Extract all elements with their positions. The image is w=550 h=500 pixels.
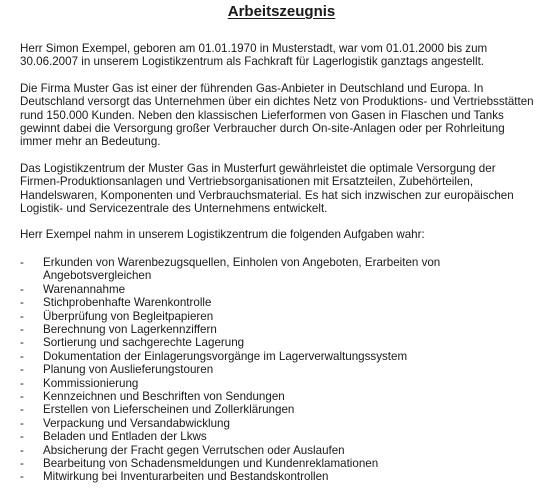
list-dash: - [20,376,24,390]
paragraph-tasks-intro: Herr Exempel nahm in unserem Logistikzentrum die folgenden Aufgaben wahr: [20,228,425,242]
list-dash: - [20,363,24,377]
list-item-text: Erkunden von Warenbezugsquellen, Einholen von Angeboten, Erarbeiten von Angebotsvergleichen [43,255,441,283]
list-item [20,323,535,336]
list-item [20,310,535,323]
list-item-text: Bearbeitung von Schadensmeldungen und Kundenreklamationen [43,456,379,470]
list-item [20,256,535,283]
list-dash: - [20,282,24,296]
list-item-text: Dokumentation der Einlagerungsvorgänge im Lagerverwaltungssystem [43,349,408,363]
list-dash: - [20,255,24,269]
list-item-text: Kennzeichnen und Beschriften von Sendungen [43,389,285,403]
list-item-text: Sortierung und sachgerechte Lagerung [43,336,245,350]
list-dash: - [20,336,24,350]
list-item-text: Warenannahme [43,282,126,296]
list-dash: - [20,470,24,484]
list-item [20,417,535,430]
list-item [20,363,535,376]
paragraph-employment: Herr Simon Exempel, geboren am 01.01.1970 in Musterstadt, war vom 01.01.2000 bis zum 30.06.2007 in unserem Logistikzentrum als Fachkraft für Lagerlogistik ganztags angestellt. [20,42,488,69]
list-item [20,296,535,309]
list-dash: - [20,309,24,323]
paragraph-company: Die Firma Muster Gas ist einer der führenden Gas-Anbieter in Deutschland und Europa. In Deutschland versorgt das Unternehmen über ein dichtes Netz von Produktions- und Vertriebsstätten rund 150.000 Kunden. Neben den klassischen Lieferformen von Gasen in Flaschen und Tanks gewinnt dabei die Versorgung großer Verbraucher durch On-site-Anlagen oder per Rohrleitung immer mehr an Bedeutung. [20,81,534,149]
list-item [20,430,535,443]
list-dash: - [20,456,24,470]
list-item [20,283,535,296]
list-item [20,390,535,403]
list-item-text: Überprüfung von Begleitpapieren [43,309,214,323]
list-dash: - [20,430,24,444]
list-item [20,457,535,470]
list-dash: - [20,349,24,363]
list-item [20,336,535,349]
list-item-text: Verpackung und Versandabwicklung [43,416,230,430]
list-item [20,403,535,416]
document-title: Arbeitszeugnis [227,3,336,20]
list-dash: - [20,389,24,403]
document-page [20,0,535,484]
list-dash: - [20,403,24,417]
list-item-text: Stichprobenhafte Warenkontrolle [43,296,212,310]
list-item-text: Erstellen von Lieferscheinen und Zollerklärungen [43,403,295,417]
list-dash: - [20,416,24,430]
list-dash: - [20,443,24,457]
list-item [20,444,535,457]
list-dash: - [20,322,24,336]
list-item-text: Berechnung von Lagerkennziffern [43,322,217,336]
list-item-text: Absicherung der Fracht gegen Verrutschen oder Auslaufen [43,443,345,457]
list-dash: - [20,296,24,310]
paragraph-logistics-center: Das Logistikzentrum der Muster Gas in Musterfurt gewährleistet die optimale Versorgung der Firmen-Produktionsanlagen und Vertriebsorganisationen mit Ersatzteilen, Zubehörteilen, Handelswaren, Komponenten und Verbrauchsmaterial. Es hat sich inzwischen zur europäischen Logistik- und Servicezentrale des Unternehmens entwickelt. [20,161,514,216]
task-list [20,256,535,484]
list-item-text: Planung von Auslieferungstouren [43,363,214,377]
list-item [20,470,535,483]
list-item-text: Mitwirkung bei Inventurarbeiten und Bestandskontrollen [43,470,329,484]
list-item [20,377,535,390]
list-item-text: Beladen und Entladen der Lkws [43,430,207,444]
list-item [20,350,535,363]
list-item-text: Kommissionierung [43,376,139,390]
